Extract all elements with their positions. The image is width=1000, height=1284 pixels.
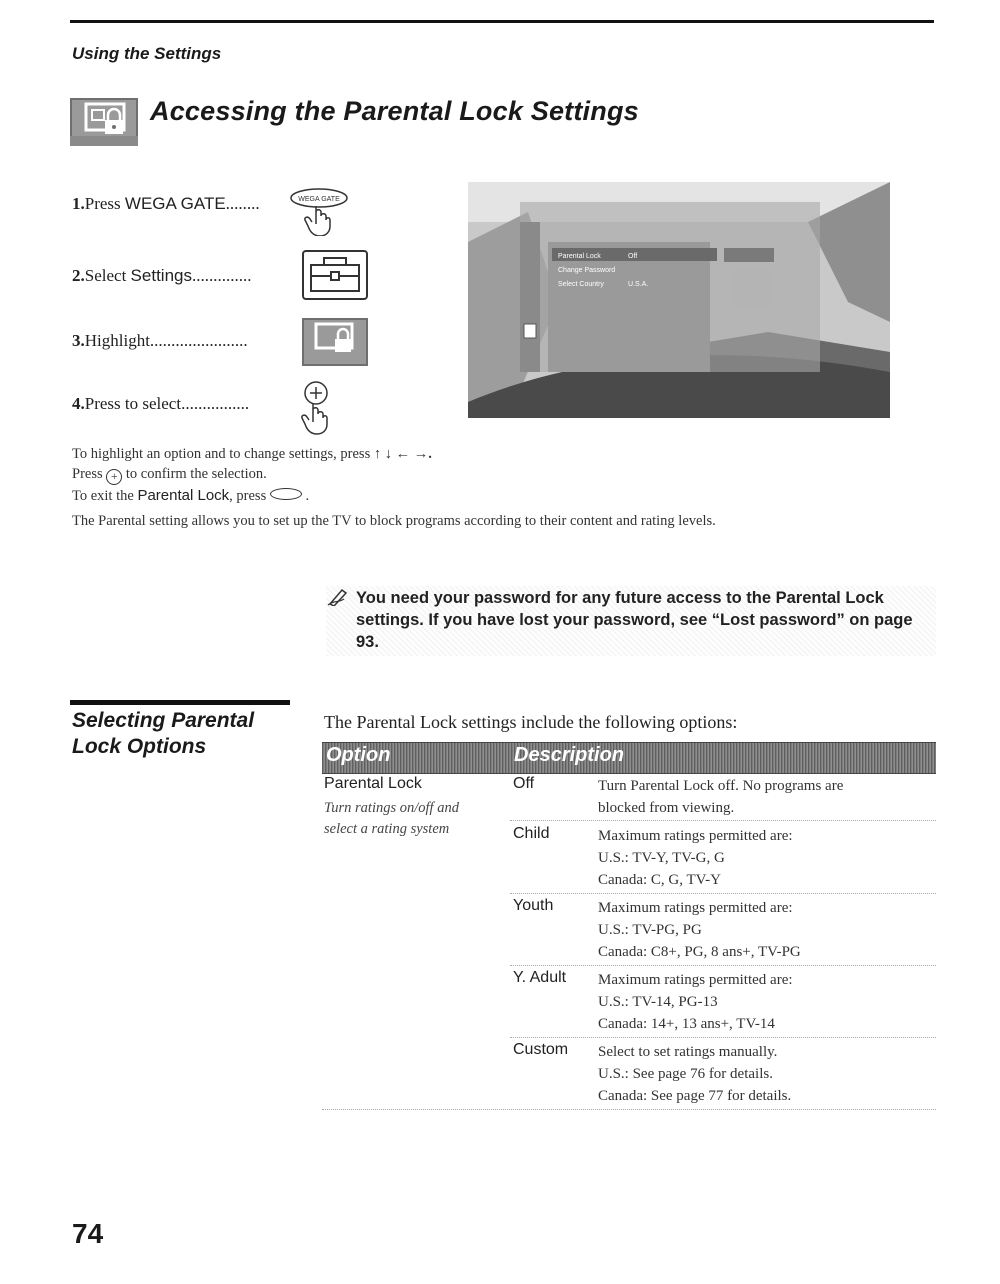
arrow-keys-icon: ↑ ↓ ← →. xyxy=(373,446,432,462)
wega-gate-button-icon xyxy=(284,186,354,236)
step-2: 2.Select Settings.............. xyxy=(72,266,252,285)
instruction-arrows: To highlight an option and to change settings, press ↑ ↓ ← →. xyxy=(72,446,432,462)
header-description: Description xyxy=(514,744,625,766)
desc-y-adult: Maximum ratings permitted are: U.S.: TV-14, PG-13 Canada: 14+, 13 ans+, TV-14 xyxy=(598,972,793,1032)
option-name: Parental Lock xyxy=(324,775,422,792)
value-youth: Youth xyxy=(513,897,554,914)
settings-toolbox-icon xyxy=(302,250,368,300)
desc-custom: Select to set ratings manually. U.S.: See page 76 for details. Canada: See page 77 for details. xyxy=(598,1044,792,1104)
table-bottom-rule xyxy=(322,1109,936,1110)
row-divider xyxy=(510,965,936,966)
top-rule xyxy=(70,20,934,23)
svg-text:WEGA GATE: WEGA GATE xyxy=(298,196,340,203)
section-rule xyxy=(70,700,290,705)
row-divider xyxy=(510,820,936,821)
desc-child: Maximum ratings permitted are: U.S.: TV-Y, TV-G, G Canada: C, G, TV-Y xyxy=(598,828,793,888)
page-title: Accessing the Parental Lock Settings xyxy=(150,96,639,126)
step-4: 4.Press to select................ xyxy=(72,394,250,413)
parental-lock-icon xyxy=(70,98,138,146)
section-label: Using the Settings xyxy=(72,44,222,63)
tv-menu-screenshot xyxy=(468,182,890,418)
tv-menu-change-password: Change Password xyxy=(558,267,616,274)
instruction-confirm: Press + to confirm the selection. xyxy=(72,466,267,483)
desc-youth: Maximum ratings permitted are: U.S.: TV-PG, PG Canada: C8+, PG, 8 ans+, TV-PG xyxy=(598,900,801,960)
step-1: 1.Press WEGA GATE........ xyxy=(72,194,260,213)
desc-off: Turn Parental Lock off. No programs are blocked from viewing. xyxy=(598,778,844,816)
table-intro: The Parental Lock settings include the following options: xyxy=(324,712,738,732)
step-3: 3.Highlight....................... xyxy=(72,331,248,350)
page-number: 74 xyxy=(72,1218,104,1249)
row-divider xyxy=(510,893,936,894)
parental-lock-highlight-icon xyxy=(302,318,368,366)
instruction-exit: To exit the Parental Lock, press . xyxy=(72,487,310,504)
tv-menu-parental-lock: Parental Lock xyxy=(558,253,601,260)
select-button-press-icon xyxy=(296,380,336,442)
note-pencil-icon xyxy=(326,588,352,606)
password-note: You need your password for any future access to the Parental Lock settings. If you have lost your password, see “Lost password” on page 93. xyxy=(326,586,936,656)
tv-menu-parental-lock-value: Off xyxy=(628,253,638,260)
tv-menu-select-country: Select Country xyxy=(558,281,604,288)
option-description: Turn ratings on/off and select a rating system xyxy=(324,800,459,837)
value-off: Off xyxy=(513,775,535,792)
tv-menu-select-country-value: U.S.A. xyxy=(628,281,649,288)
header-option: Option xyxy=(326,744,391,766)
value-y-adult: Y. Adult xyxy=(513,969,567,986)
table-header xyxy=(322,742,936,774)
section-heading: Selecting Parental Lock Options xyxy=(72,709,255,758)
row-divider xyxy=(510,1037,936,1038)
plus-button-icon: + xyxy=(106,469,122,485)
value-custom: Custom xyxy=(513,1041,569,1058)
value-child: Child xyxy=(513,825,550,842)
instruction-description: The Parental setting allows you to set up the TV to block programs according to their content and rating levels. xyxy=(72,513,716,529)
wega-gate-key-icon xyxy=(270,488,302,500)
